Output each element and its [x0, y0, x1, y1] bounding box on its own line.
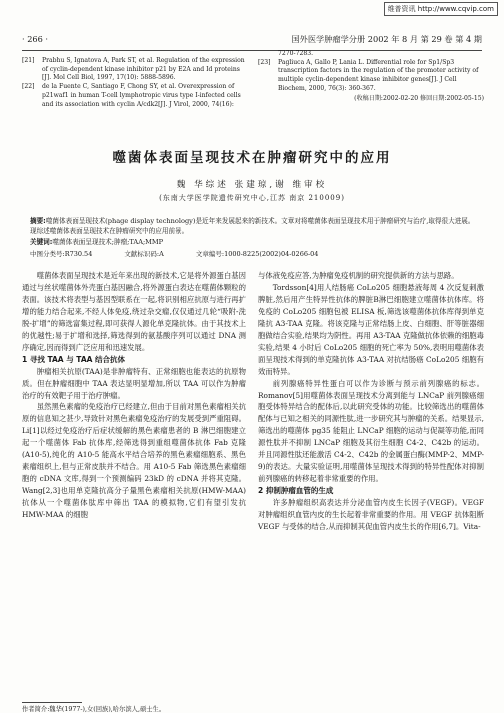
received-dates: (收稿日期:2002-02-20 修回日期:2002-05-15) — [354, 94, 484, 102]
abstract-label: 摘要: — [30, 217, 46, 225]
references-right — [258, 50, 484, 103]
clc-number: 中图分类号:R730.54 — [30, 250, 93, 258]
reference-text: de la Fuente C, Santiago F, Chong SY, et al. Overexpression of p21waf1 in human T-cell lymphotropic virus type I-infected cells and its association with cyclin A/cdk2[J]. J Virol, 2000, 74(16): — [42, 83, 241, 108]
authors: 魏 华综述 张建琼,谢 维审校 — [176, 180, 328, 190]
abstract-text: 噬菌体表面呈现技术(phage display technology)是近年来发展起来的新技术。文章对将噬菌体表面呈现技术用于肿瘤研究与治疗,取得很大进展。现综述噬菌体表面呈现技术在肿瘤研究中的应用前景。 — [30, 217, 475, 236]
paragraph: 肿瘤相关抗原(TAA)是非肿瘤特有、正常细胞也能表达的抗原物质。但在肿瘤细胞中 TAA 表达显明显增加,所以 TAA 可以作为肿瘤治疗的有效靶子用于治疗肿瘤。 — [22, 366, 246, 400]
body-column-left — [22, 270, 246, 521]
reference-text: Prabhu S, Ignatova A, Park ST, et al. Regulation of the expression of cyclin-dependent kinase inhibitor p21 by E2A and Id proteins [J]. Mol Cell Biol, 1997, 17(10): 5888-5896. — [42, 57, 245, 82]
section-heading: 1 寻找 TAA 与 TAA 结合抗体 — [22, 354, 126, 364]
affiliation: (东南大学医学院遗传研究中心,江苏 南京 210009) — [159, 194, 345, 202]
article-title: 噬菌体表面呈现技术在肿瘤研究中的应用 — [112, 150, 392, 166]
article-number: 文章编号:1000-8225(2002)04-0266-04 — [195, 250, 319, 258]
abstract-body — [30, 216, 476, 237]
author-footnote: 作者简介:魏华(1977-),女(回族),哈尔滨人,硕士生。 — [22, 706, 166, 713]
reference-item — [22, 83, 246, 109]
references-left — [22, 57, 246, 109]
section-heading: 2 抑制肿瘤血管的生成 — [258, 486, 334, 496]
paragraph: 噬菌体表面呈现技术是近年来出现的新技术,它是将外源蛋白基因通过与丝状噬菌体外壳蛋白基因融合,将外源蛋白表达在噬菌体颗粒的表面。该技术将表型与基因型联系在一起,将识别相应抗原与进行再扩增的能力结合起来,不经人体免疫,绕过杂交瘤,仅仅通过几轮“吸附-洗脱-扩增”的筛选富集过程,即可获得人源化单克隆抗体。由于其技术上的优越性;易于扩增和选择,筛选得到的氨基酸序列可以通过 DNA 测序确定,因而得到广泛应用和迅速发展。 — [22, 271, 246, 352]
footnote-rule — [22, 702, 82, 703]
journal-info: 国外医学肿瘤学分册 2002 年 8 月 第 29 卷 第 4 期 — [291, 34, 482, 44]
paragraph: 与体液免疫应答,为肿瘤免疫机制的研究提供新的方法与思路。 — [258, 271, 459, 280]
reference-item — [258, 59, 484, 94]
paragraph: 虽然黑色素瘤的免疫治疗已经建立,但由于目前对黑色素瘤相关抗原的信息知之甚少,导致针对黑色素瘤免疫治疗的发展受到严重阻碍。Li[1]以经过免疫治疗后症状缓解的黑色素瘤患者的 B 淋巴细胞建立起一个噬菌体 Fab 抗体库,经筛选得到重组噬菌体抗体 Fab 克隆(A10-5),纯化的 A10-5 能高水平结合培养的黑色素瘤细胞系、黑色素瘤组织上,但与正常皮肤并不结合。用 A10-5 Fab 筛选黑色素瘤细胞的 cDNA 文库,得到一个预测编码 23kD 的 cDNA 并将其克隆。Wang[2,3]也用单克隆抗高分子量黑色素瘤相关抗原(HMW-MAA)抗体从一个噬菌体肽库中筛出 TAA 的模拟物,它们有望引发抗 HMW-MAA 的细胞 — [22, 402, 246, 520]
reference-text: 7270-7283. — [278, 50, 314, 57]
reference-number: [22] — [22, 83, 35, 91]
reference-text: Pagliuca A, Gallo P, Lania L. Differential role for Sp1/Sp3 transcription factors in the regulation of the promoter activity of multiple cyclin-dependent kinase inhibitor genes[J]. J Cell Biochem, 2000, 76(3): 360-367. — [278, 58, 479, 92]
document-code: 文献标识码:A — [124, 250, 164, 258]
body-column-right — [258, 270, 484, 533]
reference-number: [21] — [22, 57, 35, 64]
running-header — [22, 34, 482, 48]
reference-number: [23] — [258, 58, 271, 66]
abstract — [30, 216, 476, 247]
keywords-label: 关键词: — [30, 237, 53, 246]
watermark: 维普资讯 http://www.cqvip.com — [384, 2, 498, 16]
keywords-text: 噬菌体表面呈现技术;肿瘤;TAA;MMP — [52, 237, 164, 246]
reference-item — [258, 50, 484, 59]
classification-line — [30, 249, 476, 258]
page-number: · 266 · — [22, 34, 49, 44]
reference-item — [22, 57, 246, 83]
keywords — [30, 237, 476, 247]
paragraph: Tordsson[4]用人结肠癌 CoLo205 细胞悬液每周 4 次反复刺激脾脏,然后用产生特异性抗体的脾脏B淋巴细胞建立噬菌体抗体库。将免疫的 CoLo205 细胞包被 ELISA 板,筛选该噬菌体抗体库得到单克隆抗 A3-TAA 克隆。将该克隆与正常结肠上皮、白细胞、肝等脏器细胞做结合实验,结果均为阴性。再用 A3-TAA 克隆做抗体依赖的细胞毒实验,结果 4 小时后 CoLo205 细胞的死亡率为 50%,表明用噬菌体表面呈现技术得到的单克隆抗体 A3-TAA 对抗结肠癌 CoLo205 细胞有效而特异。 — [258, 282, 484, 376]
paragraph: 前列腺癌特异性蛋白可以作为诊断与预示前列腺癌的标志。Romanov[5]用噬菌体表面呈现技术分离到能与 LNCaP 前列腺癌细胞受体特异结合的配体后,以此研究受体的功能。比较筛选出的噬菌体配体与已知之相关的同源性肽,进一步研究其与肿瘤的关系。结果显示,筛选出的噬菌体 pg35 能阻止 LNCaP 细胞的运动与促凝等功能,而同源性肽并不抑制 LNCaP 细胞及其衍生细胞 C4-2、C42b 的运动。并且同源性肽还能激活 C4-2、C42b 的金属蛋白酶(MMP-2、MMP-9)的表达。大量实验证明,用噬菌体呈现技术得到的特异性配体对抑制前列腺癌的转移起着非常重要的作用。 — [258, 378, 484, 484]
paragraph: 许多肿瘤组织高表达并分泌血管内皮生长因子(VEGF)。VEGF 对肿瘤组织血管内皮的生长起着非常重要的作用。用 VEGF 抗体阻断 VEGF 与受体的结合,从而抑制其促血管内皮生长的作用[6,7]。Vita- — [258, 498, 484, 532]
